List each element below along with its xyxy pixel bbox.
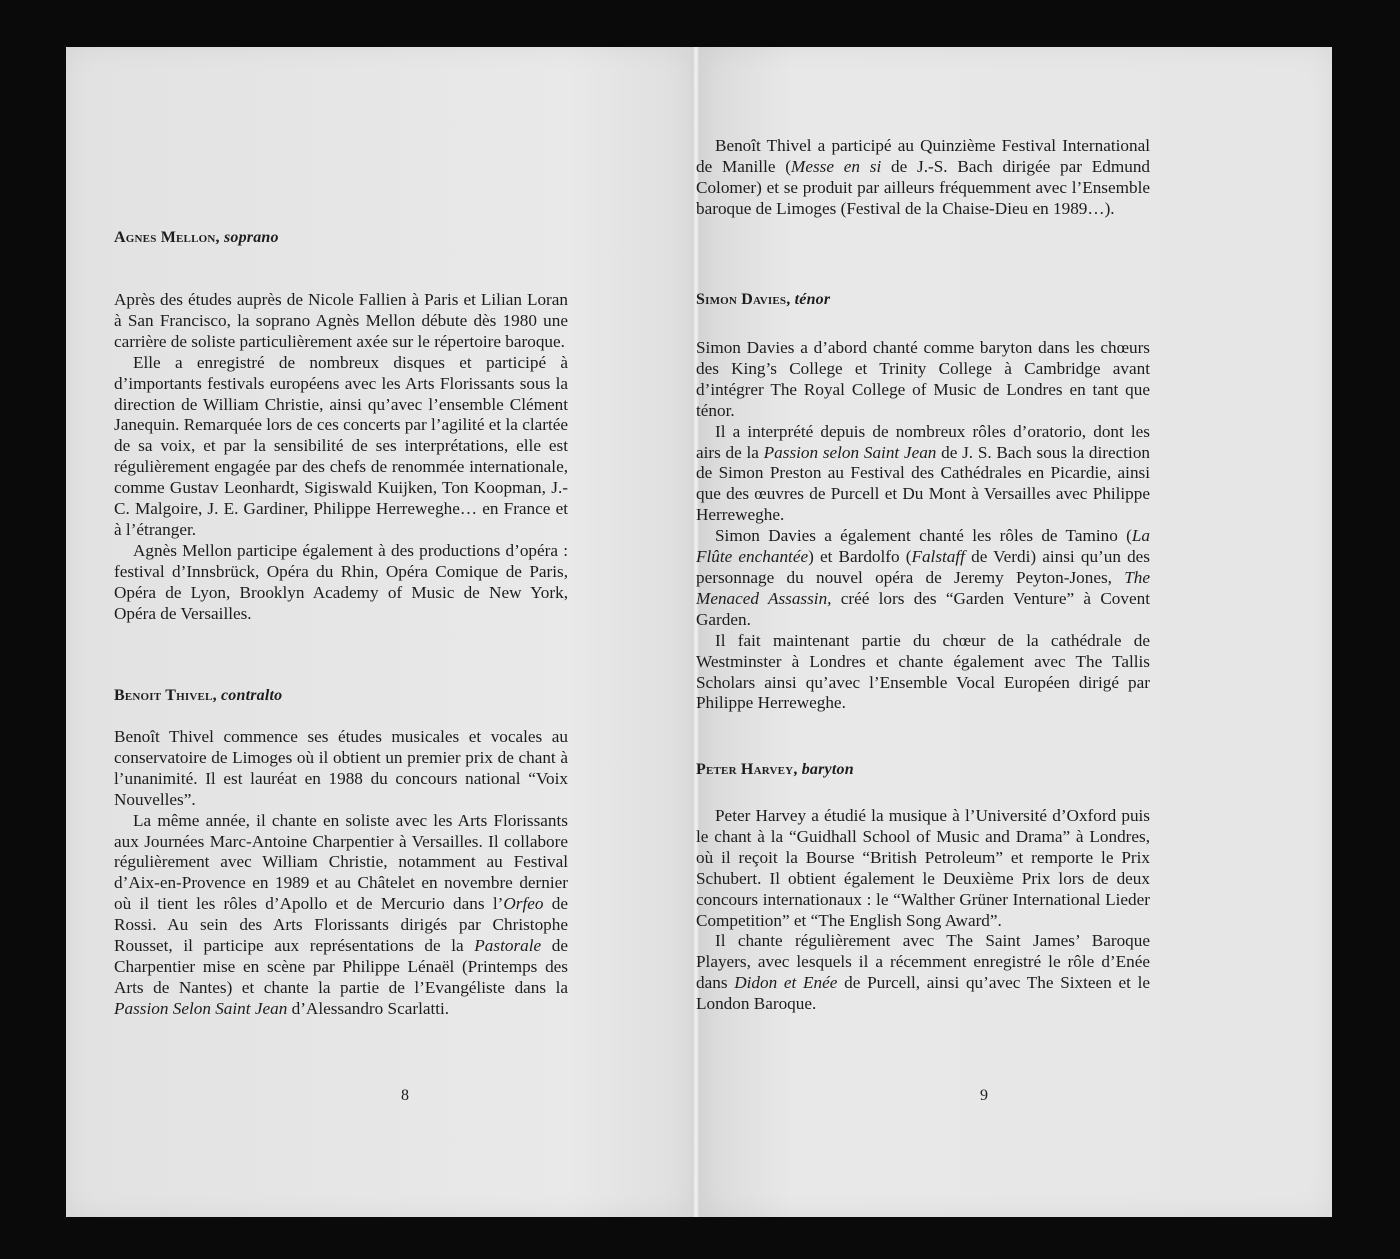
performer-heading-simon: Simon Davies, ténor: [696, 291, 831, 308]
performer-name: Simon Davies: [696, 291, 787, 308]
page-number-right: 9: [980, 1087, 988, 1104]
text: Benoît Thivel a participé au Quinzième Festival International de Manille (: [696, 136, 1150, 176]
work-title: Messe en si: [791, 156, 882, 176]
paragraph: [696, 526, 1150, 631]
performer-name: Peter Harvey: [696, 761, 794, 778]
paragraph: Agnès Mellon participe également à des productions d’opéra : festival d’Innsbrück, Opéra du Rhin, Opéra Comique de Paris, Opéra de Lyon, Brooklyn Academy of Music de New York, Opéra de Versailles.: [114, 540, 568, 623]
text: Il chante régulièrement avec The Saint James’ Baroque Players, avec lesquels il a récemment enregistré le rôle d’Enée dans: [696, 931, 1150, 993]
bio-simon: [696, 338, 1150, 714]
work-title: La Flûte enchantée: [696, 526, 1150, 567]
performer-heading-peter: Peter Harvey, baryton: [696, 761, 854, 778]
bio-agnes: [114, 290, 568, 625]
paragraph: [114, 811, 568, 1020]
text: de J.-S. Bach dirigée par Edmund Colomer) et se produit par ailleurs fréquemment avec l’Ensemble baroque de Limoges (Festival de la Chaise-Dieu en 1989…).: [696, 156, 1151, 218]
left-column-2: [114, 686, 568, 707]
voice-type: soprano: [223, 229, 279, 246]
work-title: Falstaff: [911, 547, 965, 567]
text: d’Alessandro Scarlatti.: [287, 998, 450, 1018]
performer-heading-benoit: Benoit Thivel, contralto: [114, 687, 283, 704]
work-title: Passion selon Saint Jean: [763, 442, 937, 462]
left-column: [114, 228, 568, 249]
voice-type: contralto: [220, 687, 283, 704]
performer-heading-agnes: Agnes Mellon, soprano: [114, 229, 279, 246]
work-title: The Menaced Assassin,: [696, 567, 1150, 608]
text: ) et Bardolfo (: [808, 547, 912, 567]
text: créé lors des “Garden Venture” à Covent Garden.: [696, 588, 1150, 629]
work-title: Passion Selon Saint Jean: [114, 998, 288, 1018]
paragraph: Simon Davies a d’abord chanté comme baryton dans les chœurs des King’s College et Trinity College à Cambridge avant d’intégrer The Royal College of Music de Londres en tant que ténor.: [696, 338, 1150, 420]
performer-name: Agnes Mellon: [114, 229, 216, 246]
text: Simon Davies a également chanté les rôles de Tamino (: [715, 526, 1132, 546]
voice-type: ténor: [794, 291, 831, 308]
bio-peter: [696, 806, 1150, 1015]
text: de Rossi. Au sein des Arts Florissants dirigés par Christophe Rousset, il participe aux représentations de la: [114, 894, 568, 956]
text: La même année, il chante en soliste avec les Arts Florissants aux Journées Marc-Antoine Charpentier à Versailles. Il collabore régulièrement avec William Christie, notamment au Festival d’Aix-en-Provence en 1989 et au Châtelet en novembre dernier où il tient les rôles d’Apollo et de Mercurio dans l’: [114, 810, 568, 914]
paragraph: [696, 136, 1150, 220]
work-title: Didon et Enée: [734, 973, 838, 993]
bio-benoit-continued: [696, 136, 1150, 220]
performer-name: Benoit Thivel: [114, 687, 213, 704]
paragraph: Elle a enregistré de nombreux disques et participé à d’importants festivals européens avec les Arts Florissants sous la direction de William Christie, ainsi qu’avec l’ensemble Clément Janequin. Remarquée lors de ces concerts par l’agilité et la clartée de sa voix, et par la sensibilité de ses interprétations, elle est régulièrement engagée par des chefs de renommée internationale, comme Gustav Leonhardt, Sigiswald Kuijken, Ton Koopman, J.-C. Malgoire, J. E. Gardiner, Philippe Herreweghe… en France et à l’étranger.: [114, 352, 568, 539]
page-number-left: 8: [401, 1087, 409, 1104]
text: de Charpentier mise en scène par Philippe Lénaël (Printemps des Arts de Nantes) et chante la partie de l’Evangéliste dans la: [114, 936, 568, 997]
left-page: [66, 47, 694, 1217]
text: de Verdi) ainsi qu’un des personnage du nouvel opéra de Jeremy Peyton-Jones,: [696, 547, 1150, 587]
right-heading-peter: [696, 760, 1150, 781]
right-heading-simon: [696, 290, 1150, 311]
work-title: Orfeo: [503, 894, 544, 914]
paragraph: Benoît Thivel commence ses études musicales et vocales au conservatoire de Limoges où il obtient un premier prix de chant à l’unanimité. Il est lauréat en 1988 du concours national “Voix Nouvelles”.: [114, 727, 568, 809]
text: de Purcell, ainsi qu’avec The Sixteen et le London Baroque.: [696, 973, 1150, 1014]
paragraph: Peter Harvey a étudié la musique à l’Université d’Oxford puis le chant à la “Guidhall School of Music and Drama” à Londres, où il reçoit la Bourse “British Petroleum” et remporte le Prix Schubert. Il obtient également le Deuxième Prix lors de deux concours internationaux : le “Walther Grüner International Lieder Competition” et “The English Song Award”.: [696, 806, 1150, 930]
bio-benoit: [114, 727, 568, 1020]
text: de J. S. Bach sous la direction de Simon Preston au Festival des Cathédrales en Picardie, ainsi que des œuvres de Purcell et Du Mont à Versailles avec Philippe Herreweghe.: [696, 442, 1151, 525]
paragraph: Après des études auprès de Nicole Fallien à Paris et Lilian Loran à San Francisco, la soprano Agnès Mellon débute dès 1980 une carrière de soliste particulièrement axée sur le répertoire baroque.: [114, 290, 568, 351]
paragraph: Il fait maintenant partie du chœur de la cathédrale de Westminster à Londres et chante également avec The Tallis Scholars ainsi qu’avec l’Ensemble Vocal Européen dirigé par Philippe Herreweghe.: [696, 630, 1150, 713]
paragraph: [696, 422, 1150, 527]
voice-type: baryton: [801, 761, 854, 778]
text: Il a interprété depuis de nombreux rôles d’oratorio, dont les airs de la: [696, 421, 1150, 462]
work-title: Pastorale: [474, 936, 542, 956]
paragraph: [696, 931, 1150, 1015]
